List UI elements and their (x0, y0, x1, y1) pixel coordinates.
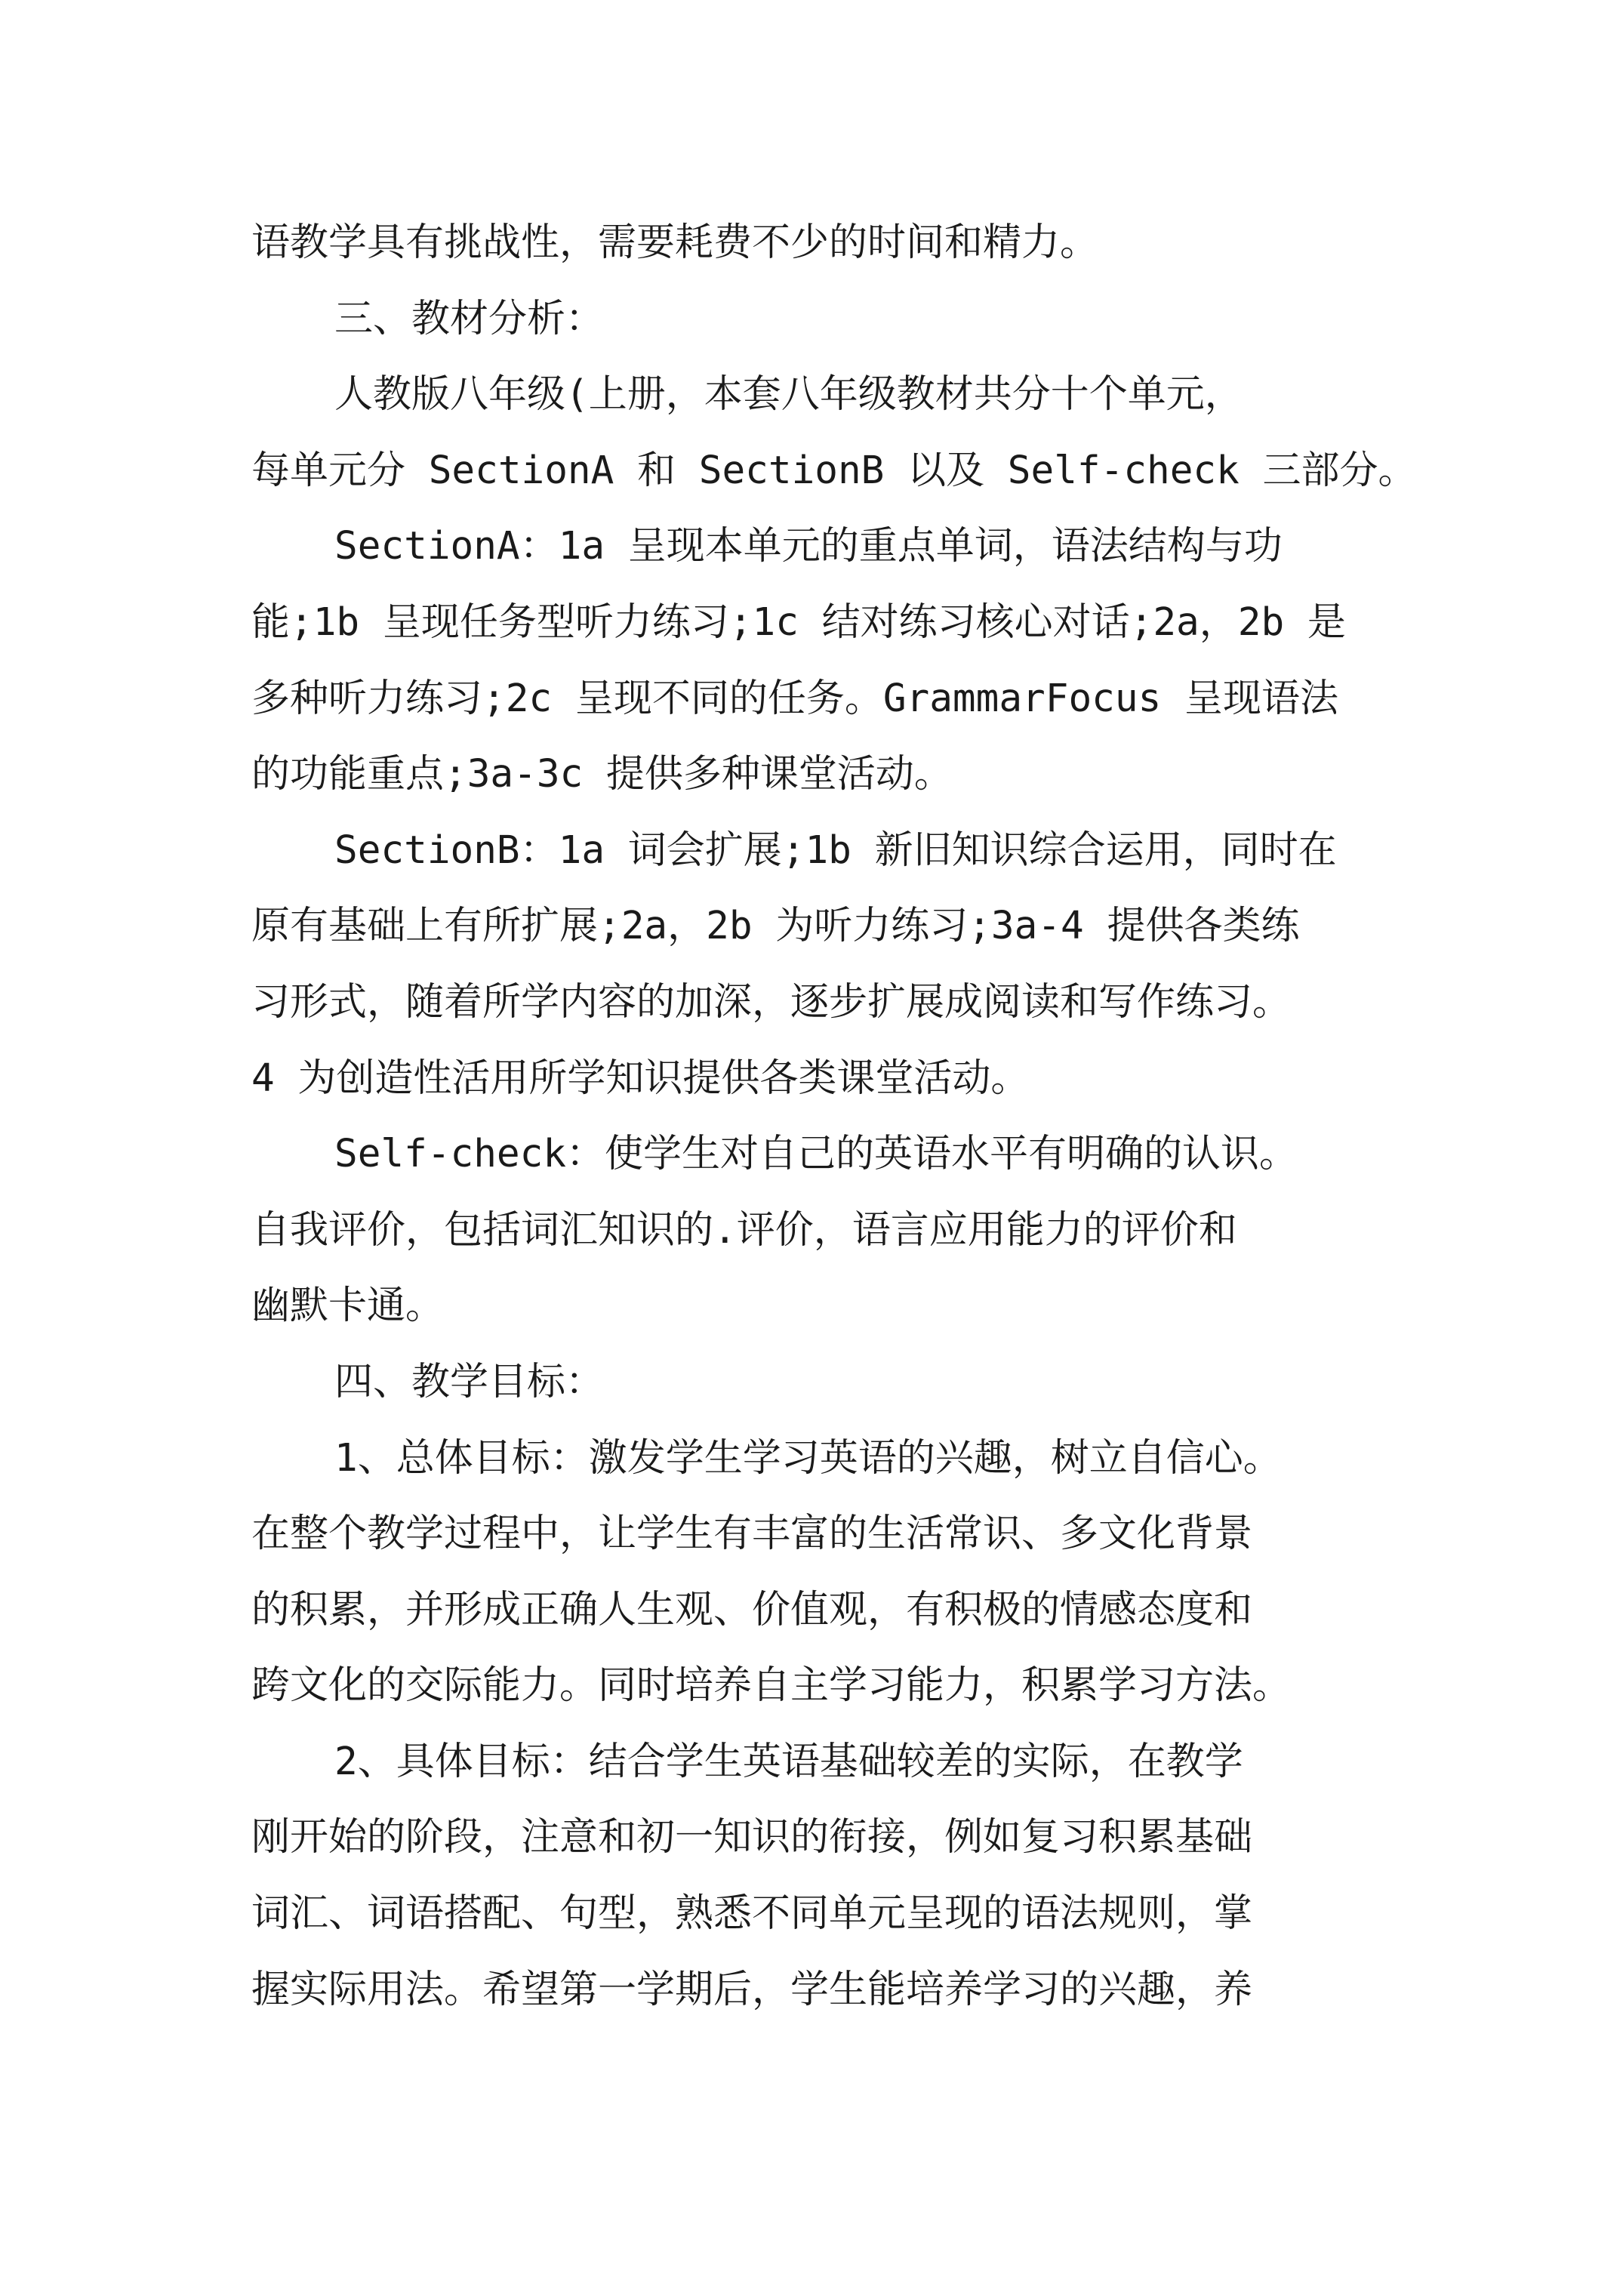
text-line: 4 为创造性活用所学知识提供各类课堂活动。 (251, 1056, 1030, 1101)
text-line: 的积累，并形成正确人生观、价值观，有积极的情感态度和 (251, 1587, 1253, 1632)
text-line: SectionA：1a 呈现本单元的重点单词，语法结构与功 (334, 524, 1283, 569)
text-line: 在整个教学过程中，让学生有丰富的生活常识、多文化背景 (251, 1512, 1253, 1557)
text-line: 刚开始的阶段，注意和初一知识的衔接，例如复习积累基础 (251, 1815, 1253, 1860)
text-line: 每单元分 SectionA 和 SectionB 以及 Self-check 三部分。 (251, 448, 1417, 493)
text-line: 握实际用法。希望第一学期后，学生能培养学习的兴趣，养 (251, 1967, 1253, 2012)
body-text (251, 213, 1417, 2036)
text-line: 1、总体目标：激发学生学习英语的兴趣，树立自信心。 (334, 1435, 1282, 1481)
text-line: 习形式，随着所学内容的加深，逐步扩展成阅读和写作练习。 (251, 979, 1292, 1025)
text-line: 语教学具有挑战性，需要耗费不少的时间和精力。 (251, 220, 1099, 265)
text-line: 幽默卡通。 (251, 1284, 445, 1329)
text-line: 词汇、词语搭配、句型，熟悉不同单元呈现的语法规则，掌 (251, 1891, 1253, 1937)
section-heading-teaching-goals: 四、教学目标： (334, 1359, 605, 1404)
text-line: Self-check：使学生对自己的英语水平有明确的认识。 (334, 1132, 1298, 1177)
text-line: SectionB：1a 词会扩展;1b 新旧知识综合运用，同时在 (334, 827, 1337, 873)
text-line: 原有基础上有所扩展;2a，2b 为听力练习;3a-4 提供各类练 (251, 904, 1300, 949)
section-heading-textbook-analysis: 三、教材分析： (334, 296, 605, 341)
text-line: 多种听力练习;2c 呈现不同的任务。GrammarFocus 呈现语法 (251, 676, 1338, 721)
text-line: 跨文化的交际能力。同时培养自主学习能力，积累学习方法。 (251, 1663, 1292, 1709)
text-line: 2、具体目标：结合学生英语基础较差的实际，在教学 (334, 1739, 1243, 1784)
text-line: 人教版八年级(上册，本套八年级教材共分十个单元， (334, 372, 1243, 418)
text-line: 能;1b 呈现任务型听力练习;1c 结对练习核心对话;2a，2b 是 (251, 599, 1346, 645)
text-line: 的功能重点;3a-3c 提供多种课堂活动。 (251, 752, 953, 797)
text-line: 自我评价，包括词汇知识的.评价，语言应用能力的评价和 (251, 1207, 1237, 1253)
